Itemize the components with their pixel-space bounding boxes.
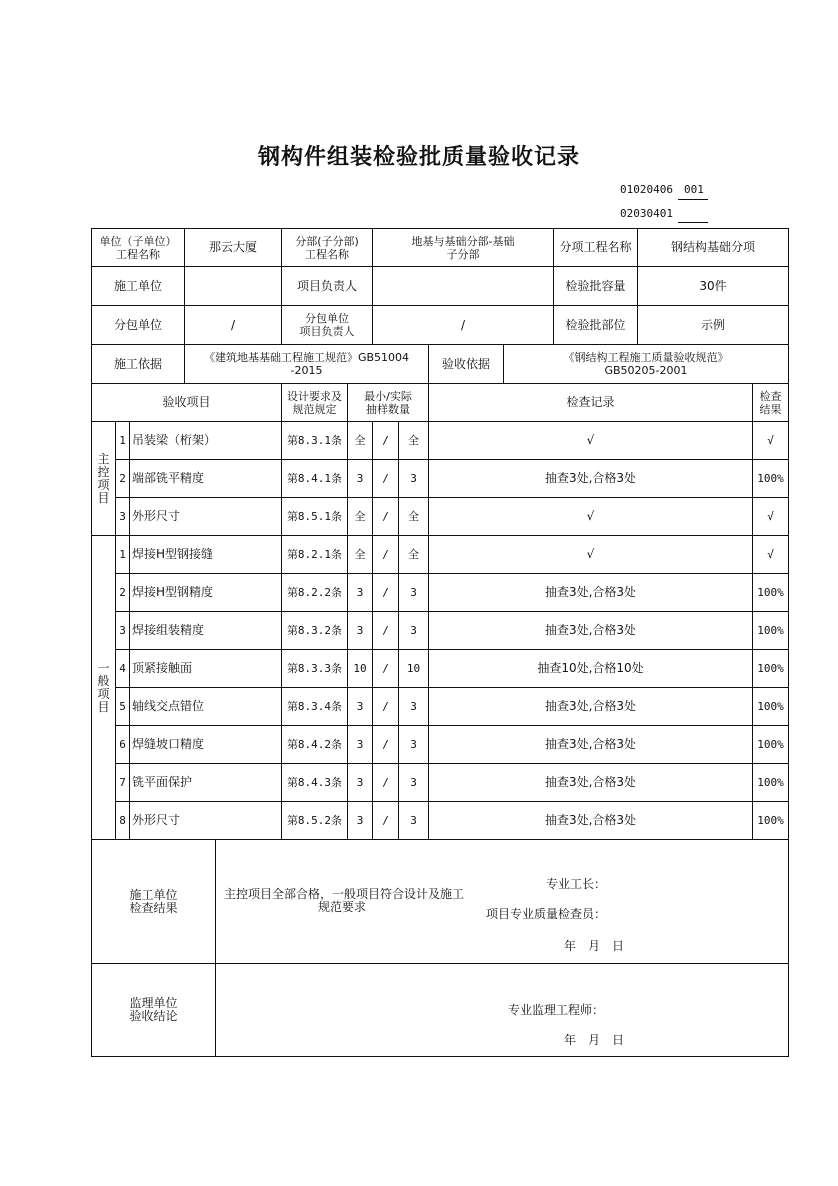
division-label xyxy=(282,229,373,267)
item-name: 外形尺寸 xyxy=(130,802,282,840)
item-min: 3 xyxy=(348,802,373,840)
division-label-line1: 分部(子分部) xyxy=(295,234,359,248)
item-record: 抽查3处,合格3处 xyxy=(429,764,753,802)
contractor-check-label-line1: 施工单位 xyxy=(129,887,178,902)
item-no: 2 xyxy=(116,574,130,612)
general-item-row xyxy=(92,612,789,650)
item-result: 100% xyxy=(753,802,789,840)
accept-basis-value-line1: 《钢结构工程施工质量验收规范》 xyxy=(563,351,729,364)
item-no: 6 xyxy=(116,726,130,764)
item-name: 焊缝坡口精度 xyxy=(130,726,282,764)
contractor-check-label-line2: 检查结果 xyxy=(129,900,178,915)
item-result: 100% xyxy=(753,612,789,650)
unit-label-line2: 工程名称 xyxy=(116,247,160,261)
contractor-check-content xyxy=(216,840,789,964)
item-record: √ xyxy=(429,422,753,460)
supervisor-content xyxy=(216,964,789,1057)
item-result: 100% xyxy=(753,574,789,612)
item-no: 8 xyxy=(116,802,130,840)
capacity-value: 30件 xyxy=(638,267,789,306)
basis-value-line1: 《建筑地基基础工程施工规范》GB51004 xyxy=(203,351,410,364)
supervisor-label-line2: 验收结论 xyxy=(129,1009,178,1023)
item-no: 3 xyxy=(116,498,130,536)
item-result: 100% xyxy=(753,688,789,726)
contractor-date: 年 月 日 xyxy=(564,939,625,953)
basis-value xyxy=(185,345,429,384)
item-clause: 第8.4.2条 xyxy=(282,726,348,764)
item-clause: 第8.4.3条 xyxy=(282,764,348,802)
sub-label: 分包单位 xyxy=(92,306,185,345)
item-min: 3 xyxy=(348,726,373,764)
item-result: √ xyxy=(753,498,789,536)
item-name: 吊装梁（桁架） xyxy=(130,422,282,460)
item-no: 1 xyxy=(116,422,130,460)
sub-pm-label-line2: 项目负责人 xyxy=(299,325,355,338)
acceptance-table xyxy=(91,228,789,1057)
item-result: 100% xyxy=(753,726,789,764)
item-slash: / xyxy=(373,460,399,498)
col-result-line1: 检查 xyxy=(759,389,782,403)
contractor-label: 施工单位 xyxy=(92,267,185,306)
code-2-underline xyxy=(678,222,708,223)
item-result: 100% xyxy=(753,650,789,688)
contractor-check-row xyxy=(92,840,789,964)
subitem-value: 钢结构基础分项 xyxy=(638,229,789,267)
item-min: 10 xyxy=(348,650,373,688)
item-actual: 3 xyxy=(399,460,429,498)
item-slash: / xyxy=(373,802,399,840)
general-item-row xyxy=(92,650,789,688)
code-1: 01020406 xyxy=(620,183,673,196)
item-min: 3 xyxy=(348,574,373,612)
supervisor-row xyxy=(92,964,789,1057)
item-name: 铣平面保护 xyxy=(130,764,282,802)
header-row-contractor xyxy=(92,267,789,306)
item-result: √ xyxy=(753,422,789,460)
item-clause: 第8.3.1条 xyxy=(282,422,348,460)
item-no: 7 xyxy=(116,764,130,802)
item-no: 2 xyxy=(116,460,130,498)
item-record: 抽查10处,合格10处 xyxy=(429,650,753,688)
item-min: 3 xyxy=(348,764,373,802)
item-record: 抽查3处,合格3处 xyxy=(429,460,753,498)
pm-label: 项目负责人 xyxy=(282,267,373,306)
supervisor-label xyxy=(92,964,216,1057)
col-item: 验收项目 xyxy=(92,384,282,422)
item-record: 抽查3处,合格3处 xyxy=(429,612,753,650)
col-design xyxy=(282,384,348,422)
contractor-conclusion-line2: 规范要求 xyxy=(318,900,367,914)
general-item-row xyxy=(92,802,789,840)
item-record: 抽查3处,合格3处 xyxy=(429,726,753,764)
header-row-subcontractor xyxy=(92,306,789,345)
accept-basis-label: 验收依据 xyxy=(429,345,504,384)
col-sample xyxy=(348,384,429,422)
code-1-underline xyxy=(678,199,708,200)
main-item-row xyxy=(92,460,789,498)
item-min: 全 xyxy=(348,422,373,460)
item-record: 抽查3处,合格3处 xyxy=(429,688,753,726)
item-result: 100% xyxy=(753,460,789,498)
item-slash: / xyxy=(373,764,399,802)
col-design-line1: 设计要求及 xyxy=(287,389,342,403)
item-min: 3 xyxy=(348,612,373,650)
capacity-label: 检验批容量 xyxy=(554,267,638,306)
item-name: 焊接H型钢精度 xyxy=(130,574,282,612)
item-record: 抽查3处,合格3处 xyxy=(429,802,753,840)
division-value-line2: 子分部 xyxy=(446,247,480,261)
unit-label xyxy=(92,229,185,267)
item-actual: 3 xyxy=(399,688,429,726)
item-clause: 第8.3.3条 xyxy=(282,650,348,688)
item-clause: 第8.3.4条 xyxy=(282,688,348,726)
item-name: 焊接组装精度 xyxy=(130,612,282,650)
supervisor-engineer-label: 专业监理工程师： xyxy=(508,1003,605,1017)
item-actual: 全 xyxy=(399,498,429,536)
item-slash: / xyxy=(373,574,399,612)
sub-pm-label-line1: 分包单位 xyxy=(305,312,349,325)
item-slash: / xyxy=(373,422,399,460)
col-design-line2: 规范规定 xyxy=(292,402,337,416)
item-slash: / xyxy=(373,498,399,536)
item-clause: 第8.5.1条 xyxy=(282,498,348,536)
item-no: 1 xyxy=(116,536,130,574)
item-slash: / xyxy=(373,726,399,764)
main-item-row xyxy=(92,498,789,536)
code-1-number: 001 xyxy=(684,183,704,196)
contractor-value xyxy=(185,267,282,306)
code-2: 02030401 xyxy=(620,207,673,220)
item-actual: 3 xyxy=(399,726,429,764)
item-slash: / xyxy=(373,688,399,726)
item-record: 抽查3处,合格3处 xyxy=(429,574,753,612)
location-label: 检验批部位 xyxy=(554,306,638,345)
item-clause: 第8.5.2条 xyxy=(282,802,348,840)
item-no: 3 xyxy=(116,612,130,650)
item-min: 全 xyxy=(348,536,373,574)
col-record: 检查记录 xyxy=(429,384,753,422)
general-item-row xyxy=(92,574,789,612)
col-result-line2: 结果 xyxy=(759,402,782,416)
general-item-row xyxy=(92,536,789,574)
item-name: 顶紧接触面 xyxy=(130,650,282,688)
column-header-row xyxy=(92,384,789,422)
item-actual: 全 xyxy=(399,536,429,574)
main-item-row xyxy=(92,422,789,460)
sub-pm-value: / xyxy=(373,306,554,345)
item-clause: 第8.3.2条 xyxy=(282,612,348,650)
general-group-text: 一般项目 xyxy=(97,660,110,714)
contractor-check-label xyxy=(92,840,216,964)
item-actual: 全 xyxy=(399,422,429,460)
item-slash: / xyxy=(373,536,399,574)
pm-value xyxy=(373,267,554,306)
item-name: 轴线交点错位 xyxy=(130,688,282,726)
division-value-line1: 地基与基础分部-基础 xyxy=(411,234,515,248)
item-no: 5 xyxy=(116,688,130,726)
sub-pm-label xyxy=(282,306,373,345)
location-value: 示例 xyxy=(638,306,789,345)
item-record: √ xyxy=(429,536,753,574)
general-item-row xyxy=(92,688,789,726)
header-row-unit xyxy=(92,229,789,267)
main-group-text: 主控项目 xyxy=(97,451,110,505)
sub-value: / xyxy=(185,306,282,345)
main-group-label xyxy=(92,422,116,536)
item-result: √ xyxy=(753,536,789,574)
general-item-row xyxy=(92,764,789,802)
item-actual: 3 xyxy=(399,802,429,840)
item-clause: 第8.2.2条 xyxy=(282,574,348,612)
page-title: 钢构件组装检验批质量验收记录 xyxy=(257,144,580,170)
item-min: 3 xyxy=(348,460,373,498)
item-actual: 3 xyxy=(399,574,429,612)
general-group-label xyxy=(92,536,116,840)
col-sample-line2: 抽样数量 xyxy=(366,402,410,416)
foreman-label: 专业工长： xyxy=(546,877,607,891)
item-clause: 第8.4.1条 xyxy=(282,460,348,498)
item-min: 3 xyxy=(348,688,373,726)
unit-value: 那云大厦 xyxy=(185,229,282,267)
item-no: 4 xyxy=(116,650,130,688)
inspector-label: 项目专业质量检查员： xyxy=(486,907,607,921)
col-result xyxy=(753,384,789,422)
item-slash: / xyxy=(373,650,399,688)
division-value xyxy=(373,229,554,267)
item-actual: 3 xyxy=(399,764,429,802)
header-row-basis xyxy=(92,345,789,384)
item-min: 全 xyxy=(348,498,373,536)
general-item-row xyxy=(92,726,789,764)
basis-label: 施工依据 xyxy=(92,345,185,384)
supervisor-date: 年 月 日 xyxy=(564,1033,625,1047)
accept-basis-value-line2: GB50205-2001 xyxy=(604,364,688,377)
item-name: 外形尺寸 xyxy=(130,498,282,536)
item-result: 100% xyxy=(753,764,789,802)
division-label-line2: 工程名称 xyxy=(305,247,349,261)
item-name: 焊接H型钢接缝 xyxy=(130,536,282,574)
col-sample-line1: 最小/实际 xyxy=(364,389,412,403)
item-actual: 10 xyxy=(399,650,429,688)
item-clause: 第8.2.1条 xyxy=(282,536,348,574)
accept-basis-value xyxy=(504,345,789,384)
subitem-label: 分项工程名称 xyxy=(554,229,638,267)
item-actual: 3 xyxy=(399,612,429,650)
item-record: √ xyxy=(429,498,753,536)
item-slash: / xyxy=(373,612,399,650)
item-name: 端部铣平精度 xyxy=(130,460,282,498)
contractor-conclusion-line1: 主控项目全部合格，一般项目符合设计及施工 xyxy=(224,887,465,901)
supervisor-label-line1: 监理单位 xyxy=(129,996,178,1010)
unit-label-line1: 单位（子单位） xyxy=(99,234,177,248)
basis-value-line2: -2015 xyxy=(290,364,323,377)
